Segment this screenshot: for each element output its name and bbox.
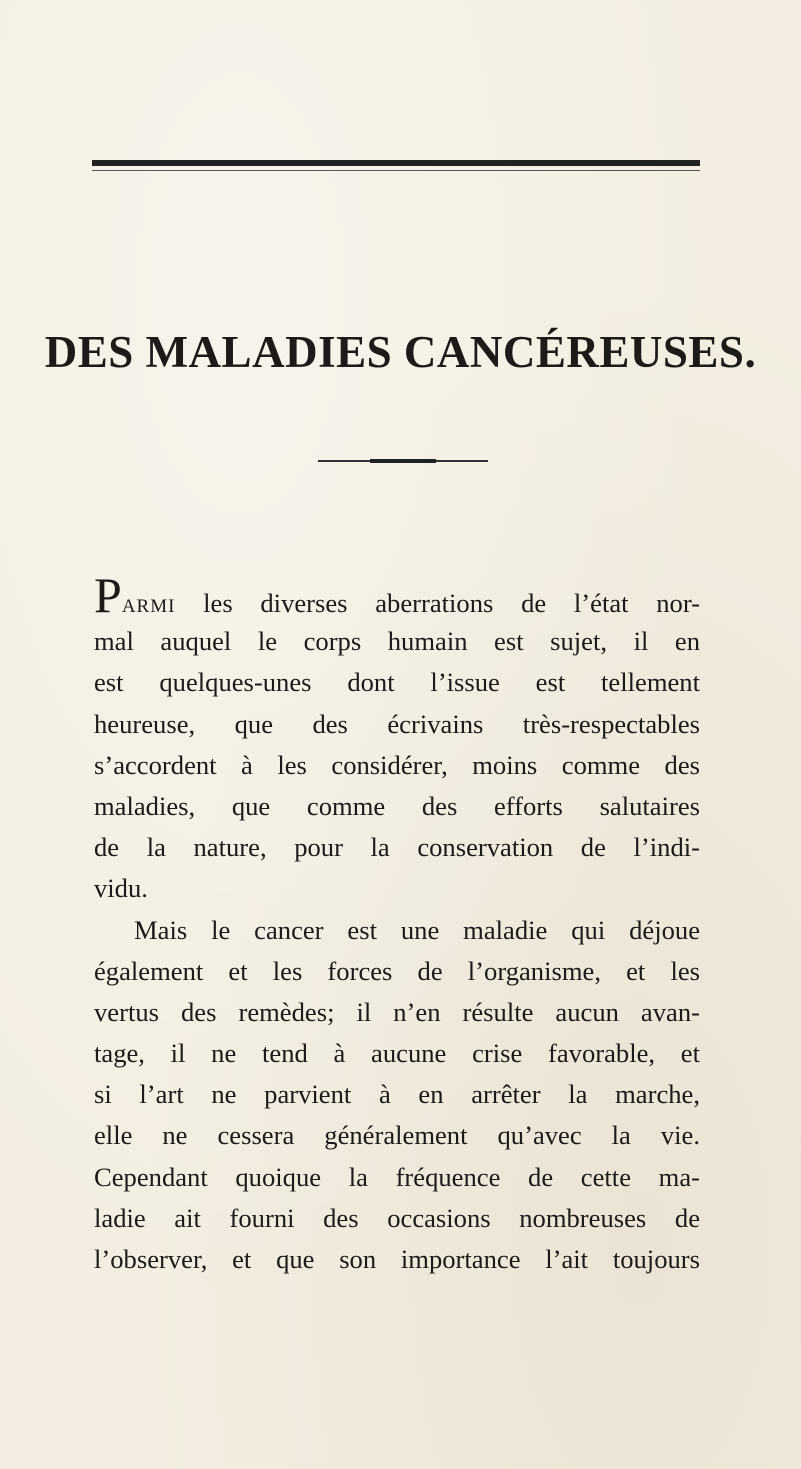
paragraph-line: s’accordent à les considérer, moins comme des [94,749,700,780]
paragraph-line: Cependant quoique la fréquence de cette ma- [94,1161,700,1192]
first-line-text: les diverses aberrations de l’état nor- [175,588,700,618]
paragraph-line: vidu. [94,873,148,904]
paragraph-line: si l’art ne parvient à en arrêter la marche, [94,1079,700,1110]
paragraph-line: de la nature, pour la conservation de l’indi- [94,832,700,863]
paragraph-line: vertus des remèdes; il n’en résulte aucun avan- [94,996,700,1027]
paragraph-line: ladie ait fourni des occasions nombreuses de [94,1202,700,1233]
opening-word: ARMI [121,596,176,617]
paragraph-line: est quelques-unes dont l’issue est tellement [94,667,700,698]
paragraph-line: également et les forces de l’organisme, et les [94,955,700,986]
top-ornamental-rule [92,160,700,166]
paragraph-line: l’observer, et que son importance l’ait toujours [94,1244,700,1274]
paragraph-line: elle ne cessera généralement qu’avec la vie. [94,1120,700,1151]
paragraph-line: tage, il ne tend à aucune crise favorable, et [94,1038,700,1069]
top-thin-rule [92,170,700,171]
body-text [94,567,700,1280]
drop-cap: P [94,567,122,623]
paragraph-line [94,567,700,623]
paragraph-2 [94,910,700,1281]
paragraph-line: mal auquel le corps humain est sujet, il en [94,626,700,657]
paragraph-1 [94,567,700,910]
paragraph-line: maladies, que comme des efforts salutaires [94,790,700,821]
title-separator-center [370,459,436,463]
paragraph-line: heureuse, que des écrivains très-respectables [94,708,700,739]
paragraph-line: Mais le cancer est une maladie qui déjoue [134,914,700,945]
chapter-title: DES MALADIES CANCÉREUSES. [44,327,757,377]
